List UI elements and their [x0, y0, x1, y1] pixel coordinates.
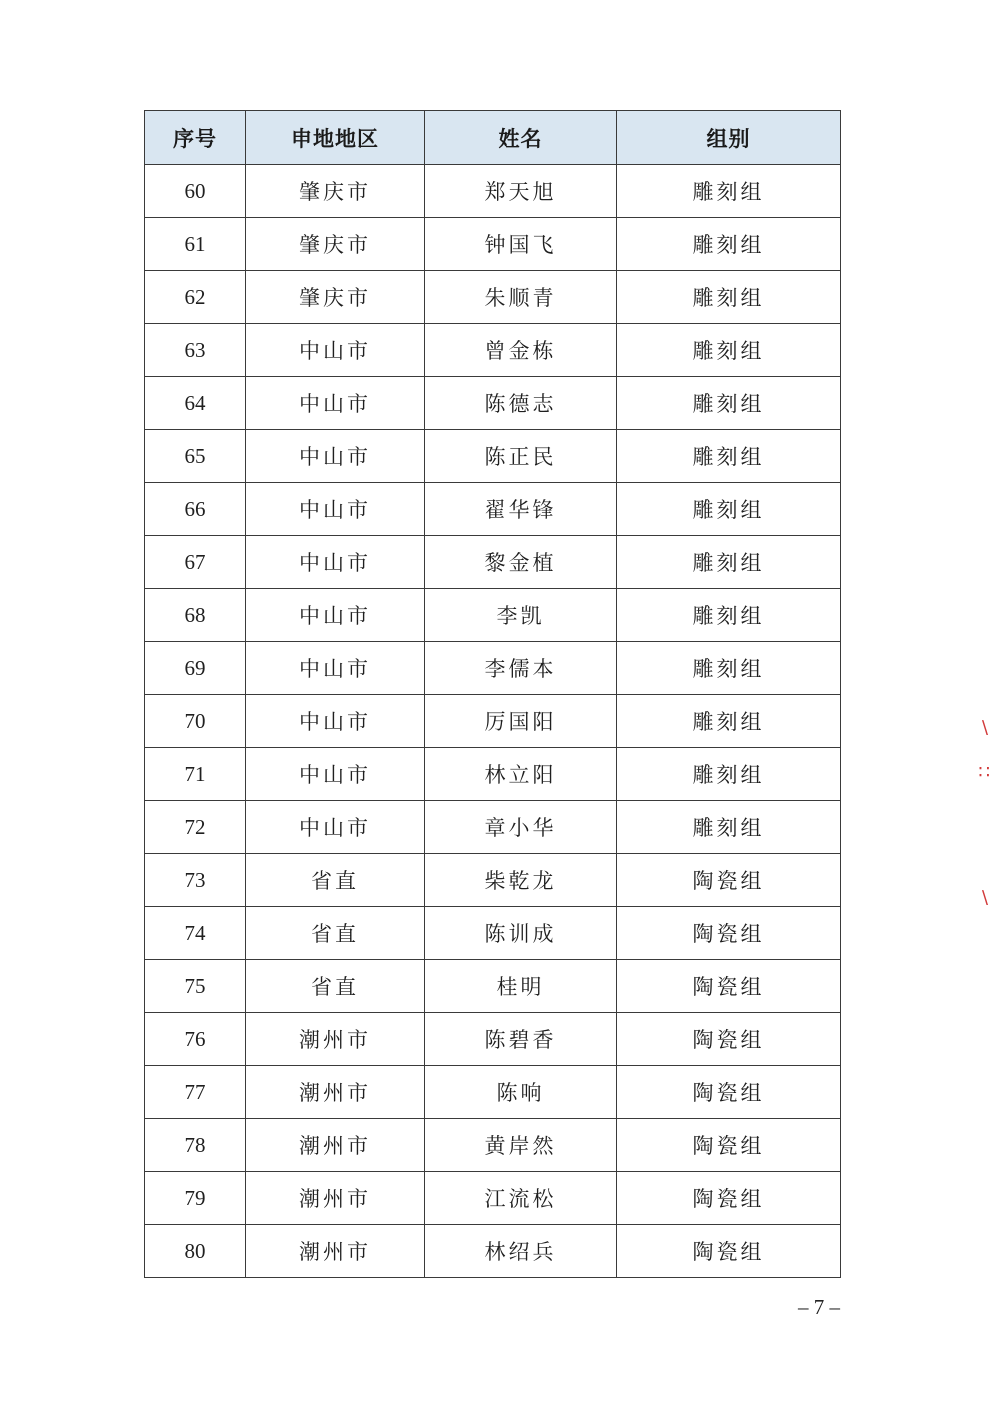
table-row [145, 271, 841, 324]
cell-no: 74 [145, 907, 246, 960]
table-row [145, 165, 841, 218]
cell-name: 桂明 [425, 960, 617, 1013]
cell-group: 雕刻组 [617, 642, 841, 695]
page-number: – 7 – [798, 1295, 840, 1319]
cell-no: 61 [145, 218, 246, 271]
cell-group: 雕刻组 [617, 430, 841, 483]
table-row [145, 854, 841, 907]
stamp-edge-mark: ∖ [978, 718, 990, 739]
table-row [145, 960, 841, 1013]
cell-no: 62 [145, 271, 246, 324]
cell-region: 潮州市 [246, 1172, 425, 1225]
cell-no: 76 [145, 1013, 246, 1066]
table-row [145, 483, 841, 536]
cell-region: 潮州市 [246, 1013, 425, 1066]
table-row [145, 218, 841, 271]
cell-group: 雕刻组 [617, 536, 841, 589]
cell-name: 黄岸然 [425, 1119, 617, 1172]
cell-no: 68 [145, 589, 246, 642]
cell-no: 79 [145, 1172, 246, 1225]
cell-name: 章小华 [425, 801, 617, 854]
cell-group: 陶瓷组 [617, 1066, 841, 1119]
cell-region: 省直 [246, 960, 425, 1013]
table-row [145, 748, 841, 801]
cell-group: 雕刻组 [617, 377, 841, 430]
cell-region: 肇庆市 [246, 218, 425, 271]
applicant-table [144, 110, 841, 1278]
cell-name: 江流松 [425, 1172, 617, 1225]
table-row [145, 430, 841, 483]
cell-region: 潮州市 [246, 1119, 425, 1172]
cell-name: 柴乾龙 [425, 854, 617, 907]
cell-group: 陶瓷组 [617, 960, 841, 1013]
cell-name: 朱顺青 [425, 271, 617, 324]
cell-name: 陈碧香 [425, 1013, 617, 1066]
cell-no: 64 [145, 377, 246, 430]
table-row [145, 377, 841, 430]
table-row [145, 695, 841, 748]
cell-group: 陶瓷组 [617, 854, 841, 907]
cell-name: 李儒本 [425, 642, 617, 695]
table-row [145, 1172, 841, 1225]
cell-no: 80 [145, 1225, 246, 1278]
cell-region: 省直 [246, 854, 425, 907]
cell-group: 雕刻组 [617, 218, 841, 271]
cell-region: 潮州市 [246, 1225, 425, 1278]
cell-group: 陶瓷组 [617, 907, 841, 960]
header-group: 组别 [617, 111, 841, 165]
cell-no: 63 [145, 324, 246, 377]
cell-group: 雕刻组 [617, 324, 841, 377]
cell-group: 陶瓷组 [617, 1172, 841, 1225]
cell-name: 陈响 [425, 1066, 617, 1119]
cell-name: 翟华锋 [425, 483, 617, 536]
cell-name: 陈德志 [425, 377, 617, 430]
cell-region: 中山市 [246, 695, 425, 748]
cell-group: 陶瓷组 [617, 1225, 841, 1278]
cell-region: 中山市 [246, 324, 425, 377]
cell-name: 林立阳 [425, 748, 617, 801]
cell-no: 65 [145, 430, 246, 483]
cell-no: 60 [145, 165, 246, 218]
cell-group: 陶瓷组 [617, 1013, 841, 1066]
cell-no: 71 [145, 748, 246, 801]
cell-no: 75 [145, 960, 246, 1013]
table-row [145, 589, 841, 642]
cell-group: 雕刻组 [617, 748, 841, 801]
cell-region: 中山市 [246, 748, 425, 801]
cell-region: 中山市 [246, 536, 425, 589]
cell-group: 雕刻组 [617, 695, 841, 748]
cell-no: 73 [145, 854, 246, 907]
cell-region: 省直 [246, 907, 425, 960]
cell-name: 郑天旭 [425, 165, 617, 218]
header-name: 姓名 [425, 111, 617, 165]
cell-name: 林绍兵 [425, 1225, 617, 1278]
cell-region: 肇庆市 [246, 271, 425, 324]
cell-name: 钟国飞 [425, 218, 617, 271]
cell-no: 72 [145, 801, 246, 854]
cell-no: 67 [145, 536, 246, 589]
cell-group: 雕刻组 [617, 165, 841, 218]
cell-no: 77 [145, 1066, 246, 1119]
table-row [145, 907, 841, 960]
cell-group: 陶瓷组 [617, 1119, 841, 1172]
cell-region: 中山市 [246, 483, 425, 536]
cell-name: 陈训成 [425, 907, 617, 960]
table-row [145, 642, 841, 695]
cell-name: 黎金植 [425, 536, 617, 589]
table-row [145, 1066, 841, 1119]
cell-group: 雕刻组 [617, 271, 841, 324]
cell-name: 陈正民 [425, 430, 617, 483]
header-region: 申地地区 [246, 111, 425, 165]
cell-region: 中山市 [246, 430, 425, 483]
cell-region: 肇庆市 [246, 165, 425, 218]
cell-no: 78 [145, 1119, 246, 1172]
stamp-edge-mark: ∖ [978, 888, 990, 909]
header-no: 序号 [145, 111, 246, 165]
table-row [145, 801, 841, 854]
table-header-row [145, 111, 841, 165]
table-row [145, 536, 841, 589]
cell-no: 69 [145, 642, 246, 695]
stamp-edge-mark: ∷ [978, 762, 990, 783]
table-row [145, 1013, 841, 1066]
table-row [145, 324, 841, 377]
cell-region: 中山市 [246, 801, 425, 854]
cell-region: 中山市 [246, 589, 425, 642]
cell-group: 雕刻组 [617, 801, 841, 854]
cell-region: 中山市 [246, 377, 425, 430]
cell-region: 潮州市 [246, 1066, 425, 1119]
cell-name: 曾金栋 [425, 324, 617, 377]
cell-no: 66 [145, 483, 246, 536]
cell-name: 李凯 [425, 589, 617, 642]
cell-group: 雕刻组 [617, 589, 841, 642]
table-row [145, 1119, 841, 1172]
cell-group: 雕刻组 [617, 483, 841, 536]
cell-no: 70 [145, 695, 246, 748]
table-row [145, 1225, 841, 1278]
cell-region: 中山市 [246, 642, 425, 695]
cell-name: 厉国阳 [425, 695, 617, 748]
